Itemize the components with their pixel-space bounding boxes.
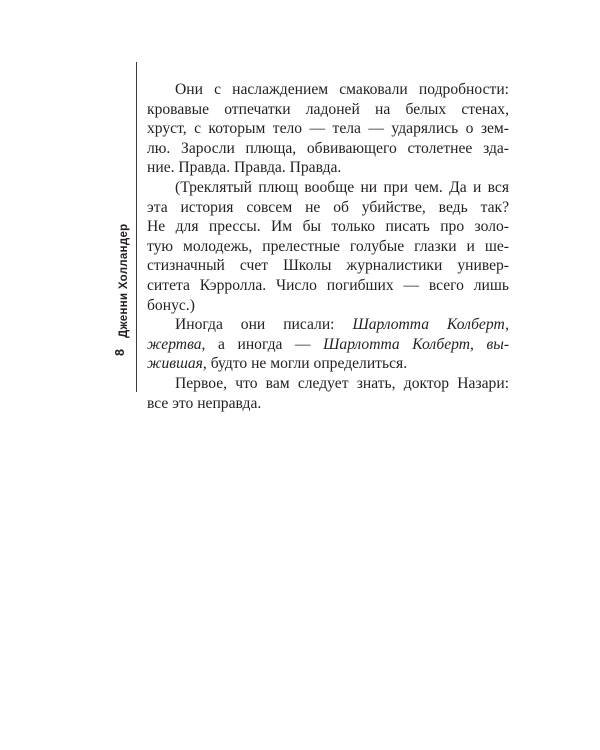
text-line: бонус.) [147, 296, 195, 314]
italic-run: жертва [147, 335, 202, 353]
paragraph-4 [147, 374, 509, 413]
text-line: все это неправда. [147, 394, 262, 412]
italic-run: жившая [147, 355, 203, 373]
text-line: эта история совсем не об убийстве, ведь так? [147, 198, 509, 216]
text-line: хруст, с которым тело — тела — ударялись о зем- [147, 120, 509, 138]
text-run: , будто не могли определиться. [202, 355, 408, 373]
text-line: Они с наслаждением смаковали подробности: [175, 81, 509, 98]
text-line: кровавые отпечатки ладоней на белых стенах, [147, 100, 509, 118]
text-run: Иногда они писали: [175, 316, 353, 334]
italic-run: Шарлотта Колберт [323, 335, 471, 353]
text-run: , [470, 335, 487, 353]
paragraph-1 [147, 80, 509, 178]
text-run: , а иногда — [201, 335, 324, 353]
text-line [147, 315, 509, 335]
text-line: Первое, что вам следует знать, доктор Назари: [175, 374, 509, 392]
text-line [147, 335, 509, 355]
text-line: стизначный счет Школы журналистики универ- [147, 257, 509, 275]
text-line: лю. Заросли плюща, обвивающего столетнее зда- [147, 139, 509, 157]
text-line: Не для прессы. Им бы только писать про золо- [147, 218, 509, 236]
italic-run: Шарлотта Колберт, [352, 316, 509, 334]
running-head-author: Дженни Холландер [118, 223, 130, 338]
text-line: тую молодежь, прелестные голубые глазки и ше- [147, 237, 509, 255]
body-text [147, 80, 509, 413]
italic-run: вы- [486, 335, 510, 353]
paragraph-3 [147, 315, 509, 374]
text-line [147, 354, 509, 374]
text-line: (Треклятый плющ вообще ни при чем. Да и вся [175, 178, 509, 196]
margin-rule [136, 62, 137, 392]
text-line: ние. Правда. Правда. Правда. [147, 159, 342, 177]
page-number: 8 [113, 349, 127, 356]
paragraph-2 [147, 178, 509, 315]
text-line: ситета Кэрролла. Число погибших — всего лишь [147, 276, 509, 294]
